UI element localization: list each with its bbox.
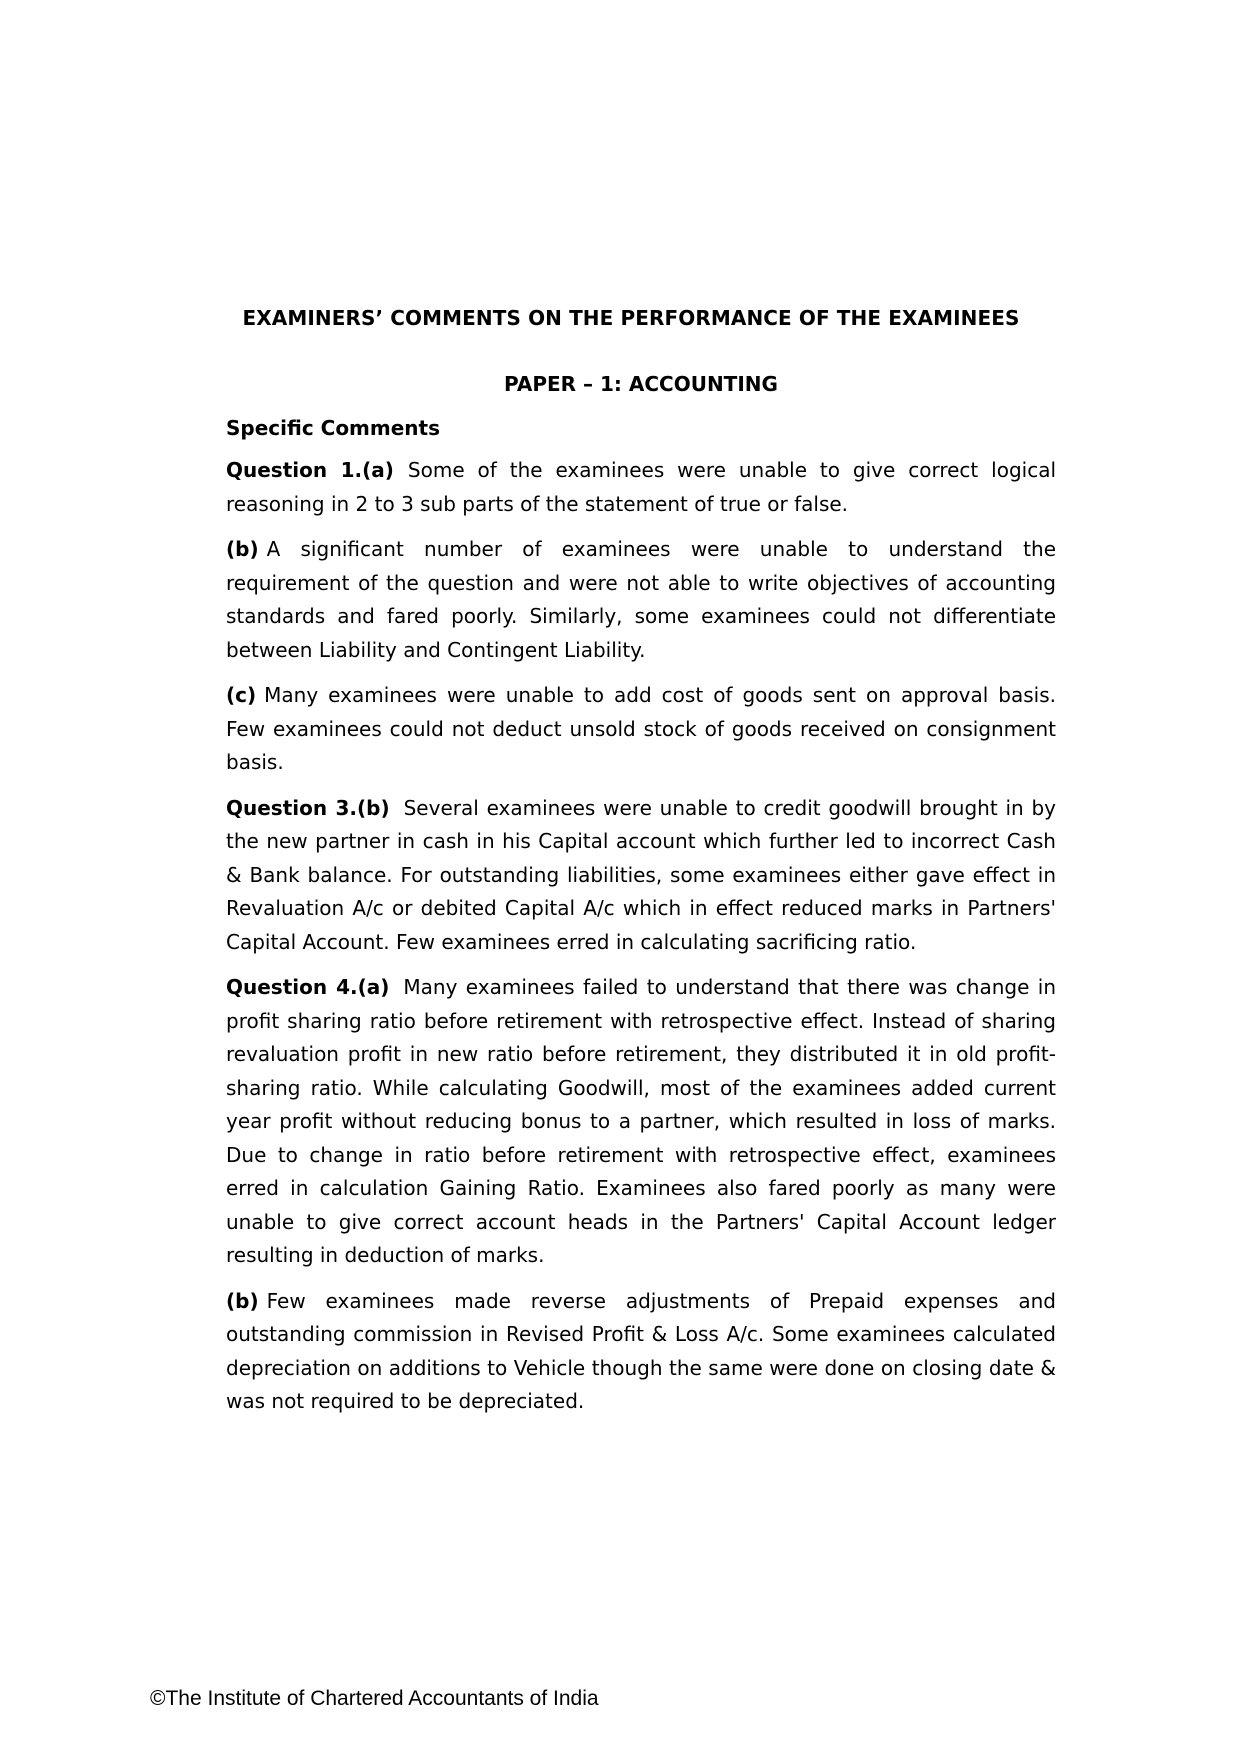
comment-label: Question 3.(b) [226, 795, 390, 820]
comment-label: (b) [226, 1288, 259, 1313]
comment-text: Some of the examinees were unable to give correct logical reasoning in 2 to 3 sub parts of the statement of true or false. [226, 458, 1057, 516]
paper-title: PAPER – 1: ACCOUNTING [504, 372, 778, 396]
section-heading: Specific Comments [226, 416, 441, 440]
comment-q1b [226, 533, 1056, 667]
comment-q3b [226, 792, 1056, 960]
comment-label: Question 4.(a) [226, 975, 390, 999]
comment-q4a [226, 971, 1056, 1273]
comments-body [226, 414, 1056, 1431]
comment-label: (c) [226, 683, 257, 707]
comment-text: Few examinees made reverse adjustments of Prepaid expenses and outstanding commission in Revised Profit & Loss A/c. Some examinees calculated depreciation on additions to Vehicle though the same were done on closing date & was not required to be depreciated. [226, 1288, 1056, 1413]
comment-text: Many examinees failed to understand that there was change in profit sharing ratio before retirement with retrospective effect. Instead of sharing revaluation profit in new ratio before retirement, they distributed it in old profit-sharing ratio. While calculating Goodwill, most of the examinees added current year profit without reducing bonus to a partner, which resulted in loss of marks. Due to change in ratio before retirement with retrospective effect, examinees erred in calculation Gaining Ratio. Examinees also fared poorly as many were unable to give correct account heads in the Partners' Capital Account ledger resulting in deduction of marks. [226, 975, 1057, 1267]
main-title: EXAMINERS’ COMMENTS ON THE PERFORMANCE OF THE EXAMINEES [242, 306, 1020, 330]
comment-text: Many examinees were unable to add cost of goods sent on approval basis. Few examinees could not deduct unsold stock of goods received on consignment basis. [226, 683, 1056, 774]
footer-copyright: ©The Institute of Chartered Accountants of India [150, 1687, 599, 1710]
comment-text: Several examinees were unable to credit goodwill brought in by the new partner in cash in his Capital account which further led to incorrect Cash & Bank balance. For outstanding liabilities, some examinees either gave effect in Revaluation A/c or debited Capital A/c which in effect reduced marks in Partners' Capital Account. Few examinees erred in calculating sacrificing ratio. [226, 795, 1057, 954]
comment-label: (b) [226, 537, 259, 561]
comment-q1a [226, 454, 1056, 521]
comment-q4b [226, 1285, 1056, 1419]
comment-label: Question 1.(a) [226, 458, 394, 482]
comment-text: A significant number of examinees were unable to understand the requirement of the question and were not able to write objectives of accounting standards and fared poorly. Similarly, some examinees could not differentiate between Liability and Contingent Liability. [226, 537, 1056, 662]
comment-q1c [226, 679, 1056, 780]
